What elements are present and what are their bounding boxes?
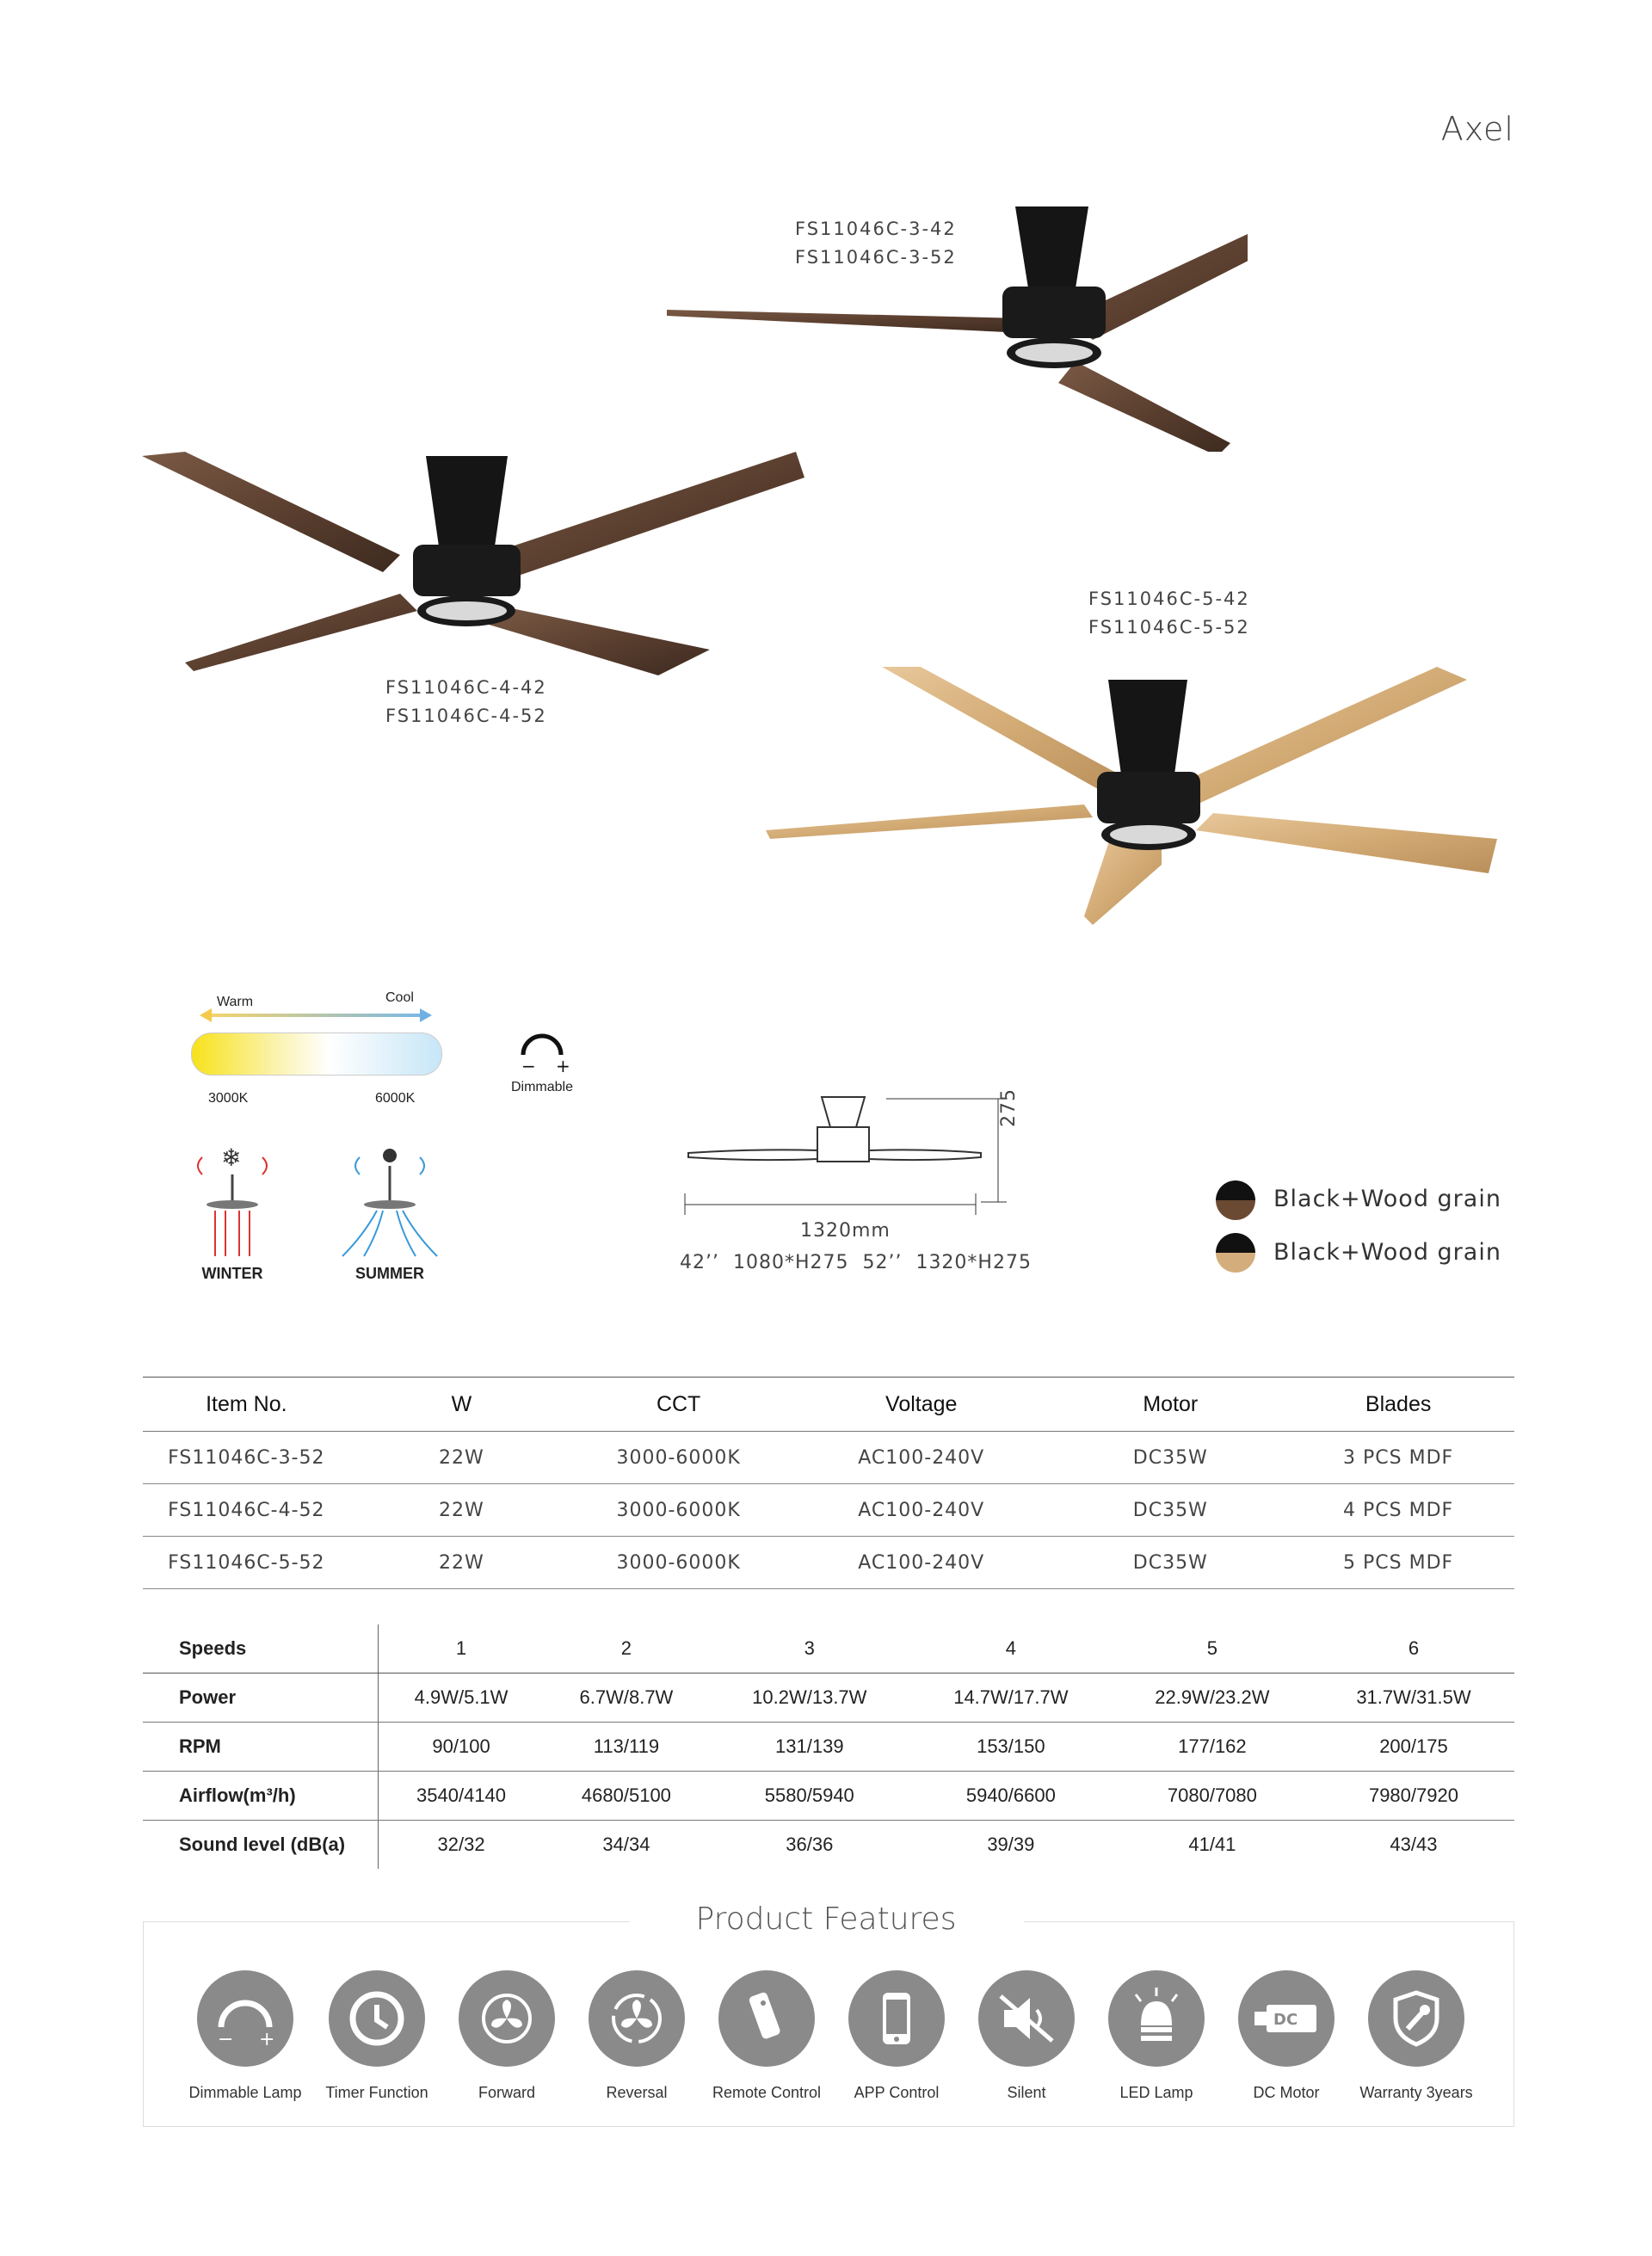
cct-warm-label: Warm	[217, 995, 254, 1009]
table-cell: 90/100	[379, 1723, 545, 1772]
table-cell: 22W	[350, 1537, 574, 1589]
feature-app	[832, 1970, 961, 2102]
svg-text:+: +	[259, 2029, 275, 2049]
table-cell: 4 PCS MDF	[1282, 1484, 1514, 1537]
winter-airflow-icon	[185, 1140, 280, 1261]
spec-table	[143, 1377, 1514, 1589]
feature-label: Dimmable Lamp	[188, 2084, 302, 2101]
table-cell: 3000-6000K	[573, 1537, 784, 1589]
model-number: FS11046C-4-42	[385, 677, 547, 698]
table-cell: 4	[910, 1624, 1112, 1674]
dimension-height: 275	[998, 1088, 1020, 1127]
table-cell: 39/39	[987, 1834, 1035, 1855]
row-label: RPM	[143, 1723, 379, 1772]
model-number: FS11046C-4-52	[385, 706, 547, 726]
finish-swatch-light	[1216, 1233, 1255, 1273]
winter-label: WINTER	[201, 1265, 263, 1282]
feature-reversal	[572, 1970, 701, 2102]
dc-motor-icon	[1238, 1970, 1335, 2067]
summer-label: SUMMER	[355, 1265, 424, 1282]
finish-label: Black+Wood grain	[1273, 1186, 1501, 1212]
table-cell: 153/150	[910, 1723, 1112, 1772]
row-label: Speeds	[143, 1624, 379, 1674]
feature-silent	[962, 1970, 1091, 2102]
feature-forward	[442, 1970, 571, 2102]
table-cell: DC35W	[1058, 1432, 1282, 1484]
table-cell: 177/162	[1112, 1723, 1313, 1772]
feature-label: Timer Function	[325, 2084, 428, 2101]
finish-swatch-dark	[1216, 1180, 1255, 1220]
table-row	[143, 1537, 1514, 1589]
led-bulb-icon	[1108, 1970, 1205, 2067]
table-cell: 5580/5940	[709, 1772, 910, 1821]
table-cell: AC100-240V	[784, 1432, 1058, 1484]
feature-led	[1092, 1970, 1221, 2102]
dimmable-indicator	[499, 1024, 585, 1095]
feature-label: Remote Control	[712, 2084, 822, 2101]
model-list-4-blade	[385, 674, 547, 730]
table-cell: 14.7W/17.7W	[910, 1674, 1112, 1723]
table-cell: 32/32	[437, 1834, 485, 1855]
spec-col-w: W	[350, 1378, 574, 1432]
table-cell: FS11046C-5-52	[143, 1537, 350, 1589]
feature-label: Forward	[478, 2084, 535, 2101]
feature-remote	[702, 1970, 831, 2102]
dimension-sizes: 42’’ 1080*H275 52’’ 1320*H275	[680, 1252, 1032, 1273]
timer-icon	[329, 1970, 425, 2067]
feature-label: DC Motor	[1253, 2084, 1320, 2101]
feature-warranty	[1352, 1970, 1481, 2102]
series-title: Axel	[1440, 110, 1514, 148]
table-cell: 3000-6000K	[573, 1432, 784, 1484]
table-cell: 3540/4140	[379, 1772, 545, 1821]
spec-col-blades: Blades	[1282, 1378, 1514, 1432]
table-cell: 10.2W/13.7W	[709, 1674, 910, 1723]
fan-reverse-icon	[589, 1970, 685, 2067]
phone-icon	[848, 1970, 945, 2067]
dimension-width: 1320mm	[800, 1220, 891, 1242]
table-cell: 5	[1112, 1624, 1313, 1674]
table-cell: 41/41	[1188, 1834, 1236, 1855]
cct-cool-label: Cool	[385, 990, 414, 1005]
summer-airflow-icon	[338, 1140, 441, 1261]
table-cell: FS11046C-3-52	[143, 1432, 350, 1484]
model-list-5-blade	[1088, 585, 1250, 642]
table-cell: AC100-240V	[784, 1537, 1058, 1589]
feature-label: LED Lamp	[1119, 2084, 1193, 2101]
spec-col-item: Item No.	[143, 1378, 350, 1432]
table-cell: 4.9W/5.1W	[379, 1674, 545, 1723]
table-cell: 7080/7080	[1112, 1772, 1313, 1821]
table-cell: 7980/7920	[1313, 1772, 1514, 1821]
svg-text:−: −	[218, 2029, 234, 2049]
spec-col-cct: CCT	[573, 1378, 784, 1432]
winter-mode	[181, 1140, 284, 1283]
table-cell: 22W	[350, 1484, 574, 1537]
table-cell: 131/139	[709, 1723, 910, 1772]
cct-gradient-bar	[191, 1032, 442, 1076]
table-row	[143, 1624, 1514, 1674]
svg-text:❄: ❄	[221, 1143, 242, 1172]
table-cell: 5 PCS MDF	[1282, 1537, 1514, 1589]
table-cell: 22W	[350, 1432, 574, 1484]
table-cell: 3 PCS MDF	[1282, 1432, 1514, 1484]
table-cell: 113/119	[544, 1723, 709, 1772]
dimmable-label: Dimmable	[510, 1080, 573, 1094]
dimension-drawing	[671, 1088, 1032, 1226]
cct-arrow	[200, 1008, 432, 1022]
performance-table	[143, 1624, 1514, 1869]
shield-wrench-icon	[1368, 1970, 1464, 2067]
fan-image-3-blade	[663, 194, 1248, 452]
fan-image-4-blade	[142, 443, 813, 693]
model-number: FS11046C-5-52	[1088, 617, 1250, 638]
table-cell: 31.7W/31.5W	[1313, 1674, 1514, 1723]
fan-forward-icon	[459, 1970, 555, 2067]
table-row	[143, 1772, 1514, 1821]
table-cell: 6	[1313, 1624, 1514, 1674]
feature-label: Warranty 3years	[1359, 2084, 1473, 2101]
feature-timer	[312, 1970, 441, 2102]
table-cell: 4680/5100	[544, 1772, 709, 1821]
table-cell: 3	[709, 1624, 910, 1674]
row-label: Airflow(m³/h)	[143, 1772, 379, 1821]
feature-dc-motor	[1222, 1970, 1351, 2102]
feature-label: Reversal	[606, 2084, 668, 2101]
feature-dimmable	[181, 1970, 310, 2102]
fan-image-5-blade	[766, 667, 1506, 934]
table-cell: 43/43	[1390, 1834, 1438, 1855]
table-cell: 36/36	[786, 1834, 834, 1855]
dimmable-icon	[197, 1970, 293, 2067]
feature-label: Silent	[1007, 2084, 1046, 2101]
table-cell: FS11046C-4-52	[143, 1484, 350, 1537]
table-cell: 5940/6600	[910, 1772, 1112, 1821]
cct-high-label: 6000K	[375, 1091, 416, 1106]
table-row	[143, 1484, 1514, 1537]
cct-low-label: 3000K	[208, 1091, 249, 1106]
table-row	[143, 1432, 1514, 1484]
features-title: Product Features	[695, 1902, 957, 1937]
row-label: Sound level (dB(a)	[143, 1821, 379, 1870]
table-cell: 6.7W/8.7W	[544, 1674, 709, 1723]
table-cell: 34/34	[602, 1834, 650, 1855]
table-cell: 2	[544, 1624, 709, 1674]
dimmable-icon	[508, 1024, 576, 1076]
model-number: FS11046C-3-42	[795, 219, 957, 239]
table-cell: 200/175	[1313, 1723, 1514, 1772]
table-row	[143, 1674, 1514, 1723]
model-number: FS11046C-5-42	[1088, 589, 1250, 609]
mute-icon	[978, 1970, 1075, 2067]
table-cell: AC100-240V	[784, 1484, 1058, 1537]
table-row	[143, 1821, 1514, 1870]
table-cell: 1	[379, 1624, 545, 1674]
table-cell: 3000-6000K	[573, 1484, 784, 1537]
feature-label: APP Control	[854, 2084, 940, 2101]
table-cell: 22.9W/23.2W	[1112, 1674, 1313, 1723]
spec-table-header	[143, 1378, 1514, 1432]
row-label: Power	[143, 1674, 379, 1723]
table-cell: DC35W	[1058, 1537, 1282, 1589]
model-number: FS11046C-3-52	[795, 247, 957, 268]
remote-icon	[718, 1970, 815, 2067]
svg-text:DC: DC	[1273, 2011, 1298, 2029]
table-cell: DC35W	[1058, 1484, 1282, 1537]
finish-label: Black+Wood grain	[1273, 1239, 1501, 1266]
spec-col-voltage: Voltage	[784, 1378, 1058, 1432]
summer-mode	[334, 1140, 446, 1283]
dimmable-minus: −	[521, 1056, 536, 1076]
table-row	[143, 1723, 1514, 1772]
spec-col-motor: Motor	[1058, 1378, 1282, 1432]
dimmable-plus: +	[556, 1056, 570, 1076]
